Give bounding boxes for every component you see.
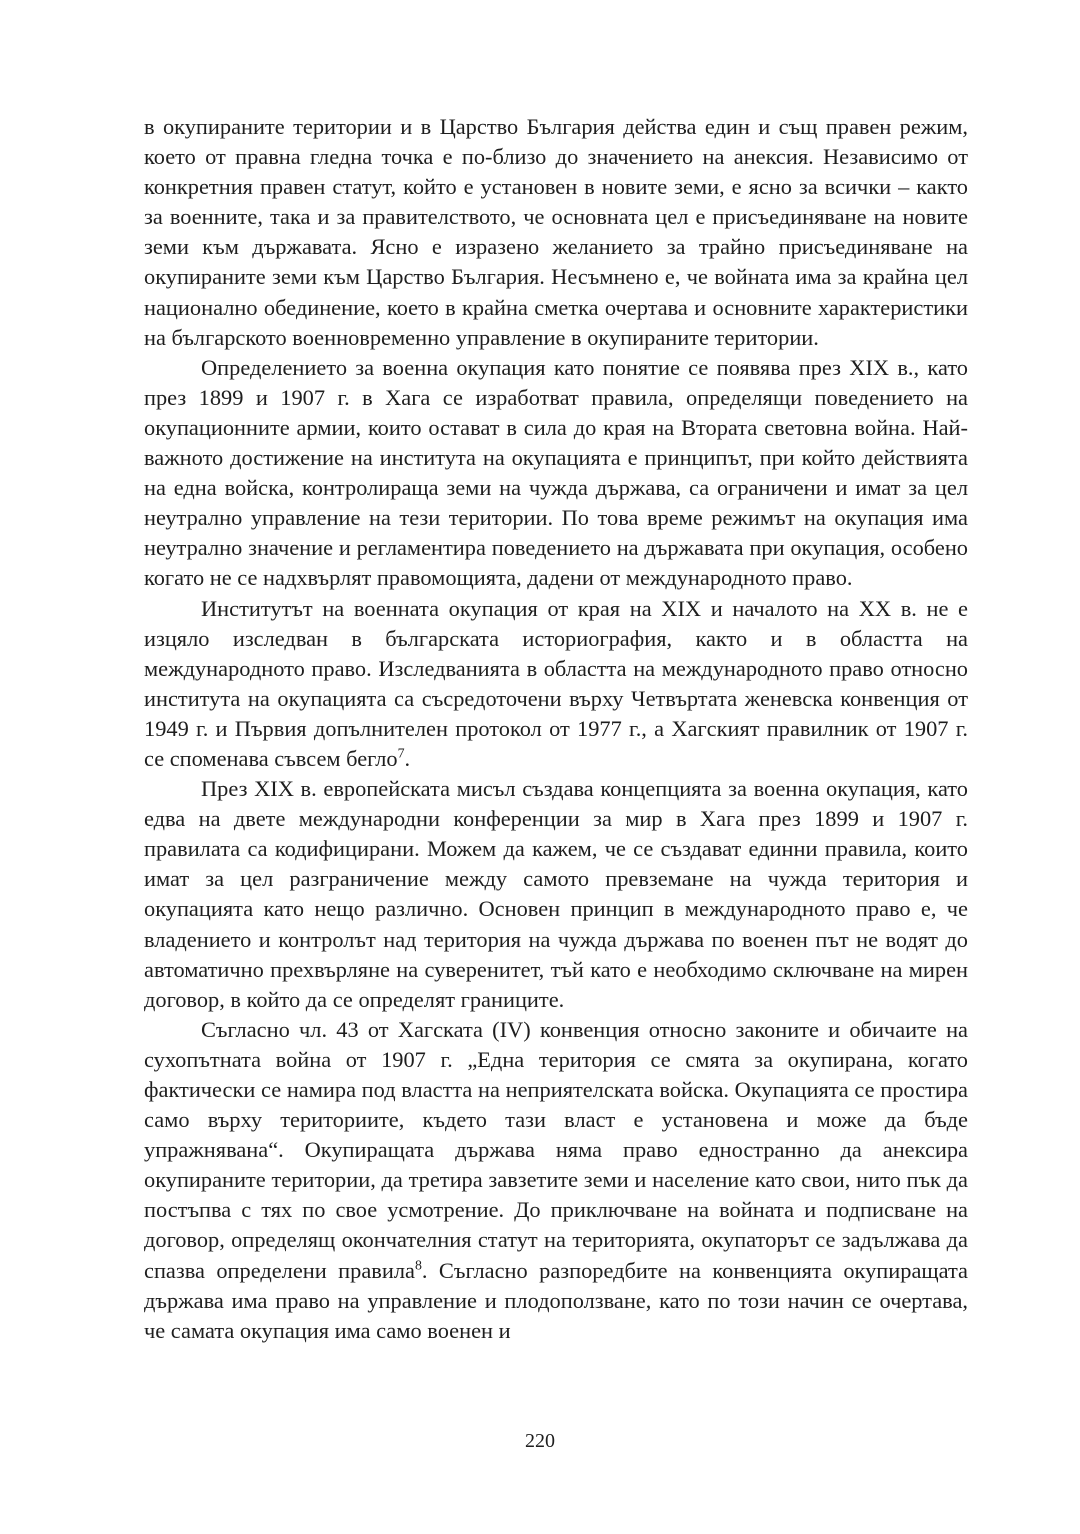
paragraph-2-text: Определението за военна окупация като понятие се появява през XIX в., като през 1899 и 1907 г. в Хага се изработват правила, определящи поведението на окупационните армии, които остават в сила до края на Втората световна война. Най-важното достижение на института на окупацията е принципът, при който действията на една войска, контролираща земи на чужда държава, са ограничени и имат за цел неутрално управление на тези територии. По това време режимът на окупация има неутрално значение и регламентира поведението на държавата при окупация, особено когато не се надхвърлят правомощията, дадени от международното право.: [144, 354, 968, 591]
paragraph-1: [144, 112, 968, 353]
paragraph-4-text: През XIX в. европейската мисъл създава концепцията за военна окупация, като едва на двете международни конференции за мир в Хага през 1899 и 1907 г. правилата са кодифицирани. Можем да кажем, че се създават единни правила, които имат за цел разграничение между самото превземане на чужда територия и окупацията като нещо различно. Основен принцип в международното право е, че владението и контролът над територия на чужда държава по военен път не водят до автоматично прехвърляне на суверенитет, тъй като е необходимо сключване на мирен договор, в който да се определят границите.: [144, 776, 968, 1012]
page-body: [144, 112, 968, 1346]
page-number: 220: [525, 1430, 555, 1452]
paragraph-3-text: Институтът на военната окупация от края на XIX и началото на XX в. не е изцяло изследван в българската историография, както и в областта на международното право. Изследванията в областта на международното право относно института на окупацията са съсредоточени върху Четвъртата женевска конвенция от 1949 г. и Първия допълнителен протокол от 1977 г., а Хагският правилник от 1907 г. се споменава съвсем бегло: [144, 595, 968, 771]
footnote-ref-8[interactable]: 8: [414, 1258, 422, 1274]
paragraph-5-text: Съгласно чл. 43 от Хагската (IV) конвенция относно законите и обичаите на сухопътната война от 1907 г. „Една територия се смята за окупирана, когато фактически се намира под властта на неприятелската войска. Окупацията се простира само върху териториите, където тази власт е установена и може да бъде упражнявана“. Окупиращата държава няма право едностранно да анексира окупираните територии, да третира завзетите земи и население като свои, нито пък да постъпва с тях по свое усмотрение. До приключване на войната и подписване на договор, определящ окончателния статут на територията, окупаторът се задължава да спазва определени правила: [144, 1016, 968, 1283]
paragraph-3: [144, 594, 968, 775]
paragraph-2: [144, 353, 968, 594]
paragraph-4: [144, 774, 968, 1015]
paragraph-5-text-end: . Съгласно разпоредбите на конвенцията окупиращата държава има право на управление и плодоползване, като по този начин се очертава, че самата окупация има само военен и: [144, 1257, 968, 1343]
paragraph-1-text: в окупираните територии и в Царство България действа един и същ правен режим, което от правна гледна точка е по-близо до значението на анексия. Независимо от конкретния правен статут, който е установен в новите земи, е ясно за всички – както за военните, така и за правителството, че основната цел е присъединяване на новите земи към държавата. Ясно е изразено желанието за трайно присъединяване на окупираните земи към Царство България. Несъмнено е, че войната има за крайна цел национално обединение, което в крайна сметка очертава и основните характеристики на българското военновременно управление в окупираните територии.: [144, 114, 968, 350]
paragraph-3-text-end: .: [404, 745, 411, 771]
footnote-ref-7[interactable]: 7: [397, 746, 405, 762]
paragraph-5: [144, 1015, 968, 1346]
